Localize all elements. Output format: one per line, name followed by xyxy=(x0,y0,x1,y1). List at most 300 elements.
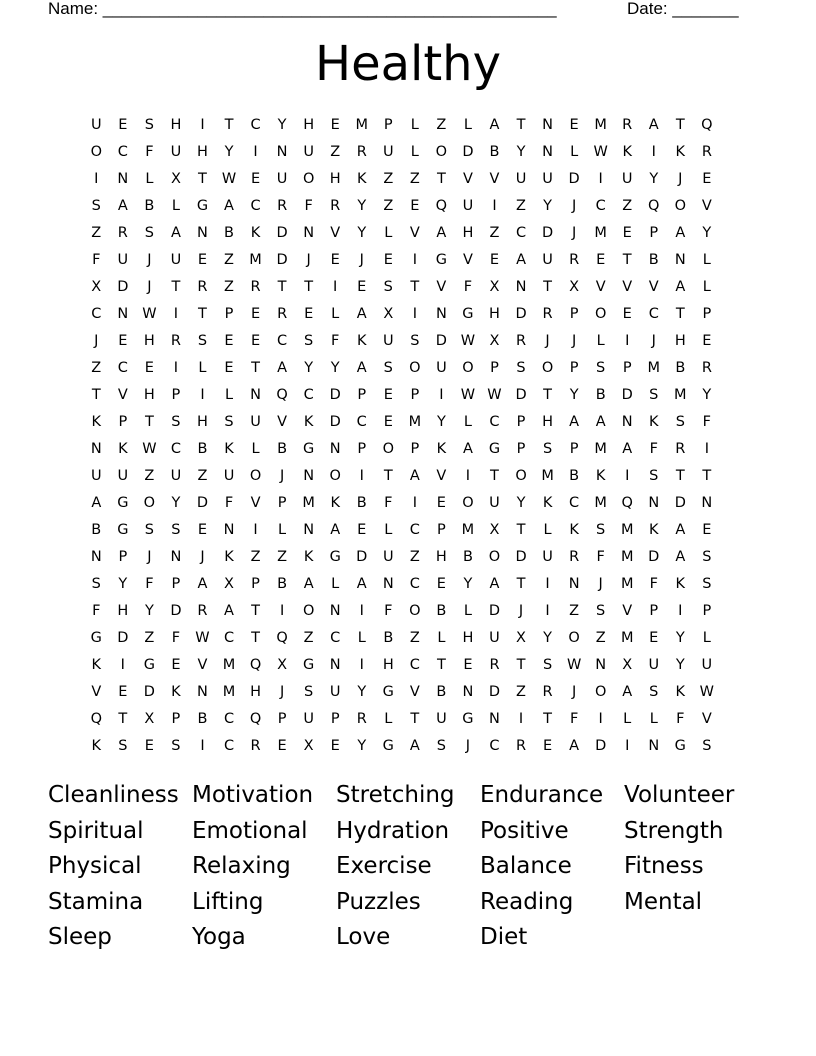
grid-letter: L xyxy=(649,710,658,727)
grid-letter: D xyxy=(541,224,554,241)
grid-letter: L xyxy=(357,629,366,646)
grid-letter: B xyxy=(436,683,447,700)
grid-letter: D xyxy=(117,278,129,295)
grid-letter: E xyxy=(702,170,712,187)
grid-letter: U xyxy=(382,548,394,565)
word-item: Strength xyxy=(624,817,724,844)
grid-letter: V xyxy=(595,278,606,295)
grid-letter: J xyxy=(359,251,364,268)
grid-letter: P xyxy=(649,224,659,241)
grid-letter: D xyxy=(170,602,182,619)
grid-letter: W xyxy=(142,305,157,322)
grid-letter: C xyxy=(223,629,235,646)
grid-letter: F xyxy=(92,251,101,268)
grid-letter: B xyxy=(595,386,606,403)
word-item: Balance xyxy=(480,853,572,880)
grid-letter: L xyxy=(702,251,711,268)
grid-letter: Q xyxy=(276,629,288,646)
word-item: Lifting xyxy=(192,888,264,915)
grid-letter: J xyxy=(651,332,656,349)
grid-letter: C xyxy=(409,575,420,592)
grid-letter: M xyxy=(594,224,607,241)
grid-letter: Z xyxy=(197,467,208,484)
grid-letter: L xyxy=(145,170,154,187)
grid-letter: O xyxy=(568,629,580,646)
grid-letter: S xyxy=(144,521,154,538)
grid-letter: M xyxy=(594,494,607,511)
grid-letter: K xyxy=(649,521,659,538)
grid-letter: P xyxy=(171,386,181,403)
grid-letter: K xyxy=(91,413,102,430)
grid-letter: P xyxy=(569,359,579,376)
grid-letter: L xyxy=(198,359,207,376)
grid-letter: B xyxy=(489,143,500,160)
grid-letter: P xyxy=(357,440,367,457)
grid-letter: T xyxy=(543,710,552,727)
grid-letter: C xyxy=(489,737,500,754)
grid-letter: L xyxy=(623,710,632,727)
grid-letter: Y xyxy=(516,143,526,160)
grid-letter: Y xyxy=(702,386,712,403)
grid-letter: E xyxy=(197,521,208,538)
word-item: Yoga xyxy=(192,924,246,951)
grid-letter: C xyxy=(356,413,367,430)
word-item: Sleep xyxy=(48,924,112,951)
grid-letter: T xyxy=(251,629,260,646)
grid-letter: W xyxy=(487,386,502,403)
grid-letter: A xyxy=(330,521,341,538)
grid-row xyxy=(83,732,720,759)
grid-letter: Z xyxy=(489,224,500,241)
grid-letter: Q xyxy=(621,494,633,511)
grid-letter: Z xyxy=(569,602,580,619)
grid-letter: T xyxy=(410,710,420,727)
grid-letter: E xyxy=(383,251,393,268)
grid-letter: I xyxy=(545,602,550,619)
grid-letter: X xyxy=(383,305,394,322)
grid-row xyxy=(83,705,720,732)
grid-letter: L xyxy=(437,629,446,646)
grid-letter: R xyxy=(515,332,527,349)
grid-letter: O xyxy=(435,143,448,160)
grid-letter: J xyxy=(571,683,577,700)
grid-letter: S xyxy=(383,278,393,295)
word-list xyxy=(48,778,768,956)
grid-letter: E xyxy=(250,332,261,349)
grid-letter: R xyxy=(701,143,712,160)
grid-letter: X xyxy=(303,737,314,754)
grid-letter: T xyxy=(436,656,446,673)
grid-letter: K xyxy=(622,143,632,160)
grid-letter: U xyxy=(489,494,500,511)
grid-letter: R xyxy=(330,197,341,214)
name-label: Name: ________________________________________________ xyxy=(48,0,557,18)
grid-letter: L xyxy=(224,386,234,403)
word-item: Fitness xyxy=(624,853,704,880)
grid-letter: Y xyxy=(569,386,579,403)
grid-letter: I xyxy=(359,602,364,619)
grid-letter: K xyxy=(303,548,314,565)
grid-letter: E xyxy=(330,737,340,754)
grid-letter: V xyxy=(330,224,341,241)
grid-row xyxy=(83,651,720,678)
grid-letter: O xyxy=(302,170,315,187)
grid-letter: M xyxy=(594,116,607,133)
grid-row xyxy=(83,111,720,138)
grid-letter: P xyxy=(118,413,128,430)
grid-letter: W xyxy=(460,332,476,349)
grid-letter: A xyxy=(516,251,526,268)
word-item: Stamina xyxy=(48,888,144,915)
grid-letter: C xyxy=(489,413,500,430)
grid-letter: K xyxy=(303,413,314,430)
grid-letter: N xyxy=(90,440,102,457)
grid-letter: Y xyxy=(675,656,685,673)
grid-letter: E xyxy=(171,656,181,673)
grid-letter: D xyxy=(435,332,447,349)
grid-letter: V xyxy=(622,278,633,295)
grid-letter: O xyxy=(515,467,527,484)
grid-letter: N xyxy=(674,251,686,268)
grid-letter: P xyxy=(622,359,632,376)
letter-grid xyxy=(83,111,720,759)
grid-letter: I xyxy=(333,278,338,295)
grid-letter: M xyxy=(620,548,634,565)
grid-letter: I xyxy=(359,656,364,673)
grid-letter: K xyxy=(171,683,181,700)
grid-letter: B xyxy=(197,710,208,727)
grid-letter: E xyxy=(702,521,712,538)
grid-letter: J xyxy=(465,737,471,754)
grid-letter: W xyxy=(566,656,582,673)
grid-letter: A xyxy=(569,413,580,430)
grid-letter: V xyxy=(91,683,102,700)
grid-row xyxy=(83,597,720,624)
grid-letter: Z xyxy=(436,116,447,133)
grid-letter: J xyxy=(147,251,152,268)
grid-letter: Y xyxy=(224,143,234,160)
grid-row xyxy=(83,624,720,651)
grid-letter: F xyxy=(171,629,181,646)
grid-letter: M xyxy=(302,494,315,511)
grid-letter: R xyxy=(277,305,288,322)
grid-letter: R xyxy=(542,305,553,322)
grid-letter: B xyxy=(277,440,288,457)
grid-letter: H xyxy=(542,413,554,430)
grid-letter: S xyxy=(91,197,101,214)
grid-letter: R xyxy=(277,197,288,214)
grid-letter: S xyxy=(596,602,606,619)
grid-letter: T xyxy=(304,278,314,295)
grid-letter: K xyxy=(118,440,128,457)
grid-letter: N xyxy=(329,656,341,673)
grid-letter: C xyxy=(223,737,235,754)
grid-letter: U xyxy=(542,251,553,268)
grid-letter: Y xyxy=(144,602,154,619)
grid-letter: G xyxy=(303,656,315,673)
grid-letter: U xyxy=(303,710,314,727)
grid-letter: A xyxy=(462,440,473,457)
grid-letter: E xyxy=(357,521,367,538)
grid-letter: E xyxy=(383,386,393,403)
grid-letter: R xyxy=(197,278,208,295)
grid-letter: D xyxy=(595,737,607,754)
grid-letter: F xyxy=(92,602,101,619)
grid-letter: S xyxy=(702,737,712,754)
word-item: Stretching xyxy=(336,782,455,808)
grid-letter: D xyxy=(621,386,633,403)
grid-letter: J xyxy=(598,575,603,592)
grid-letter: H xyxy=(462,224,474,241)
grid-letter: V xyxy=(197,656,208,673)
grid-letter: U xyxy=(276,170,288,187)
grid-letter: P xyxy=(277,710,287,727)
grid-letter: C xyxy=(223,710,235,727)
grid-letter: H xyxy=(489,305,500,322)
grid-letter: C xyxy=(250,197,261,214)
grid-letter: I xyxy=(625,467,630,484)
grid-letter: Z xyxy=(303,629,314,646)
grid-letter: A xyxy=(595,413,606,430)
grid-letter: I xyxy=(94,170,99,187)
grid-letter: L xyxy=(251,440,260,457)
grid-letter: T xyxy=(118,710,128,727)
date-label: Date: _______ xyxy=(627,0,739,18)
grid-letter: J xyxy=(518,602,524,619)
grid-letter: J xyxy=(678,170,683,187)
grid-letter: C xyxy=(303,386,314,403)
grid-letter: D xyxy=(568,170,580,187)
grid-letter: Z xyxy=(622,197,633,214)
grid-letter: P xyxy=(224,305,234,322)
grid-letter: X xyxy=(489,332,500,349)
grid-row xyxy=(83,354,720,381)
grid-letter: K xyxy=(595,467,606,484)
grid-letter: Y xyxy=(463,575,473,592)
grid-letter: G xyxy=(435,251,447,268)
grid-letter: T xyxy=(543,278,552,295)
grid-letter: P xyxy=(437,521,446,538)
word-item: Puzzles xyxy=(336,888,421,915)
grid-letter: C xyxy=(170,440,181,457)
grid-letter: U xyxy=(90,116,102,133)
grid-letter: K xyxy=(649,413,659,430)
grid-letter: T xyxy=(516,656,526,673)
grid-letter: S xyxy=(144,224,154,241)
grid-letter: P xyxy=(649,602,659,619)
grid-letter: F xyxy=(384,494,393,511)
grid-letter: K xyxy=(436,440,447,457)
grid-letter: C xyxy=(409,521,420,538)
grid-letter: Z xyxy=(224,278,234,295)
grid-letter: E xyxy=(463,656,473,673)
grid-letter: I xyxy=(518,710,524,727)
grid-row xyxy=(83,246,720,273)
grid-letter: U xyxy=(170,467,182,484)
grid-letter: Z xyxy=(409,170,420,187)
grid-letter: I xyxy=(173,359,179,376)
grid-letter: P xyxy=(516,413,526,430)
grid-letter: T xyxy=(251,602,260,619)
grid-letter: C xyxy=(595,197,606,214)
grid-letter: Y xyxy=(357,683,367,700)
grid-letter: I xyxy=(359,467,364,484)
grid-letter: W xyxy=(195,629,210,646)
grid-letter: L xyxy=(570,143,579,160)
grid-letter: P xyxy=(251,575,260,592)
word-item: Relaxing xyxy=(192,853,291,880)
grid-letter: Y xyxy=(702,224,712,241)
grid-letter: R xyxy=(250,737,261,754)
grid-letter: O xyxy=(462,359,474,376)
grid-letter: S xyxy=(171,737,181,754)
grid-letter: N xyxy=(276,143,288,160)
grid-letter: B xyxy=(569,467,580,484)
grid-letter: I xyxy=(492,197,497,214)
grid-letter: I xyxy=(704,440,709,457)
grid-letter: C xyxy=(117,359,128,376)
grid-letter: I xyxy=(598,710,603,727)
grid-letter: S xyxy=(224,413,234,430)
grid-letter: E xyxy=(277,737,287,754)
grid-letter: X xyxy=(516,629,526,646)
grid-letter: G xyxy=(488,440,501,457)
grid-letter: Z xyxy=(516,683,526,700)
grid-letter: N xyxy=(329,440,341,457)
grid-letter: A xyxy=(675,521,686,538)
grid-letter: T xyxy=(543,386,552,403)
grid-letter: O xyxy=(90,143,102,160)
grid-letter: U xyxy=(542,548,553,565)
grid-row xyxy=(83,138,720,165)
grid-letter: Z xyxy=(224,251,234,268)
grid-letter: Q xyxy=(701,116,713,133)
grid-letter: T xyxy=(702,467,712,484)
grid-letter: F xyxy=(331,332,340,349)
grid-letter: F xyxy=(304,197,313,214)
grid-letter: I xyxy=(465,467,471,484)
grid-letter: C xyxy=(648,305,659,322)
grid-letter: N xyxy=(303,521,315,538)
grid-letter: E xyxy=(197,251,208,268)
grid-letter: Z xyxy=(277,548,288,565)
grid-letter: Y xyxy=(277,116,287,133)
grid-letter: D xyxy=(674,494,686,511)
grid-letter: N xyxy=(489,710,500,727)
grid-letter: A xyxy=(356,575,367,592)
grid-letter: U xyxy=(90,467,102,484)
grid-letter: E xyxy=(357,278,367,295)
grid-letter: X xyxy=(622,656,633,673)
grid-row xyxy=(83,516,720,543)
grid-letter: S xyxy=(596,521,606,538)
grid-letter: Q xyxy=(435,197,448,214)
grid-letter: S xyxy=(171,413,181,430)
grid-letter: E xyxy=(118,332,128,349)
grid-letter: Y xyxy=(675,629,685,646)
grid-letter: U xyxy=(170,251,182,268)
grid-letter: H xyxy=(197,143,208,160)
word-item: Emotional xyxy=(192,817,308,844)
grid-letter: S xyxy=(649,683,659,700)
grid-letter: I xyxy=(200,116,205,133)
grid-letter: A xyxy=(675,224,686,241)
grid-letter: B xyxy=(675,359,686,376)
grid-letter: P xyxy=(330,710,340,727)
grid-letter: U xyxy=(117,467,129,484)
grid-row xyxy=(83,273,720,300)
grid-letter: O xyxy=(594,683,607,700)
grid-letter: J xyxy=(545,332,550,349)
grid-letter: O xyxy=(409,602,421,619)
grid-letter: Z xyxy=(91,359,102,376)
grid-letter: T xyxy=(144,413,154,430)
grid-letter: O xyxy=(302,602,315,619)
word-item: Diet xyxy=(480,924,528,951)
grid-row xyxy=(83,462,720,489)
grid-letter: N xyxy=(701,494,713,511)
grid-letter: U xyxy=(170,143,182,160)
grid-letter: E xyxy=(250,170,261,187)
grid-letter: J xyxy=(147,548,152,565)
grid-letter: H xyxy=(143,386,155,403)
grid-letter: D xyxy=(515,548,527,565)
grid-letter: B xyxy=(356,494,367,511)
grid-letter: B xyxy=(197,440,208,457)
grid-letter: G xyxy=(117,494,129,511)
grid-letter: O xyxy=(249,467,262,484)
grid-letter: O xyxy=(462,494,474,511)
grid-letter: F xyxy=(463,278,473,295)
grid-letter: O xyxy=(674,197,687,214)
grid-letter: G xyxy=(382,683,394,700)
grid-letter: B xyxy=(91,521,102,538)
grid-letter: A xyxy=(489,116,500,133)
word-item: Mental xyxy=(624,888,703,915)
grid-letter: P xyxy=(171,575,181,592)
grid-letter: W xyxy=(460,386,476,403)
grid-letter: A xyxy=(224,197,234,214)
grid-letter: Z xyxy=(383,170,394,187)
grid-letter: P xyxy=(702,305,712,322)
grid-letter: I xyxy=(173,305,179,322)
grid-letter: I xyxy=(412,251,417,268)
grid-letter: E xyxy=(224,332,234,349)
grid-letter: Z xyxy=(91,224,102,241)
grid-letter: N xyxy=(542,116,553,133)
grid-letter: S xyxy=(304,332,314,349)
grid-letter: N xyxy=(90,548,102,565)
grid-letter: X xyxy=(170,170,181,187)
grid-letter: E xyxy=(436,494,446,511)
grid-row xyxy=(83,327,720,354)
grid-letter: K xyxy=(675,683,686,700)
grid-letter: H xyxy=(250,683,261,700)
grid-letter: R xyxy=(489,656,500,673)
grid-letter: Z xyxy=(330,143,341,160)
grid-letter: T xyxy=(516,575,526,592)
grid-letter: A xyxy=(569,737,580,754)
grid-letter: P xyxy=(516,440,526,457)
grid-letter: L xyxy=(463,413,472,430)
grid-letter: V xyxy=(250,494,261,511)
grid-letter: E xyxy=(224,359,234,376)
grid-letter: N xyxy=(595,656,607,673)
grid-letter: N xyxy=(621,413,633,430)
grid-letter: U xyxy=(303,143,314,160)
grid-letter: M xyxy=(222,656,236,673)
grid-letter: M xyxy=(408,413,422,430)
